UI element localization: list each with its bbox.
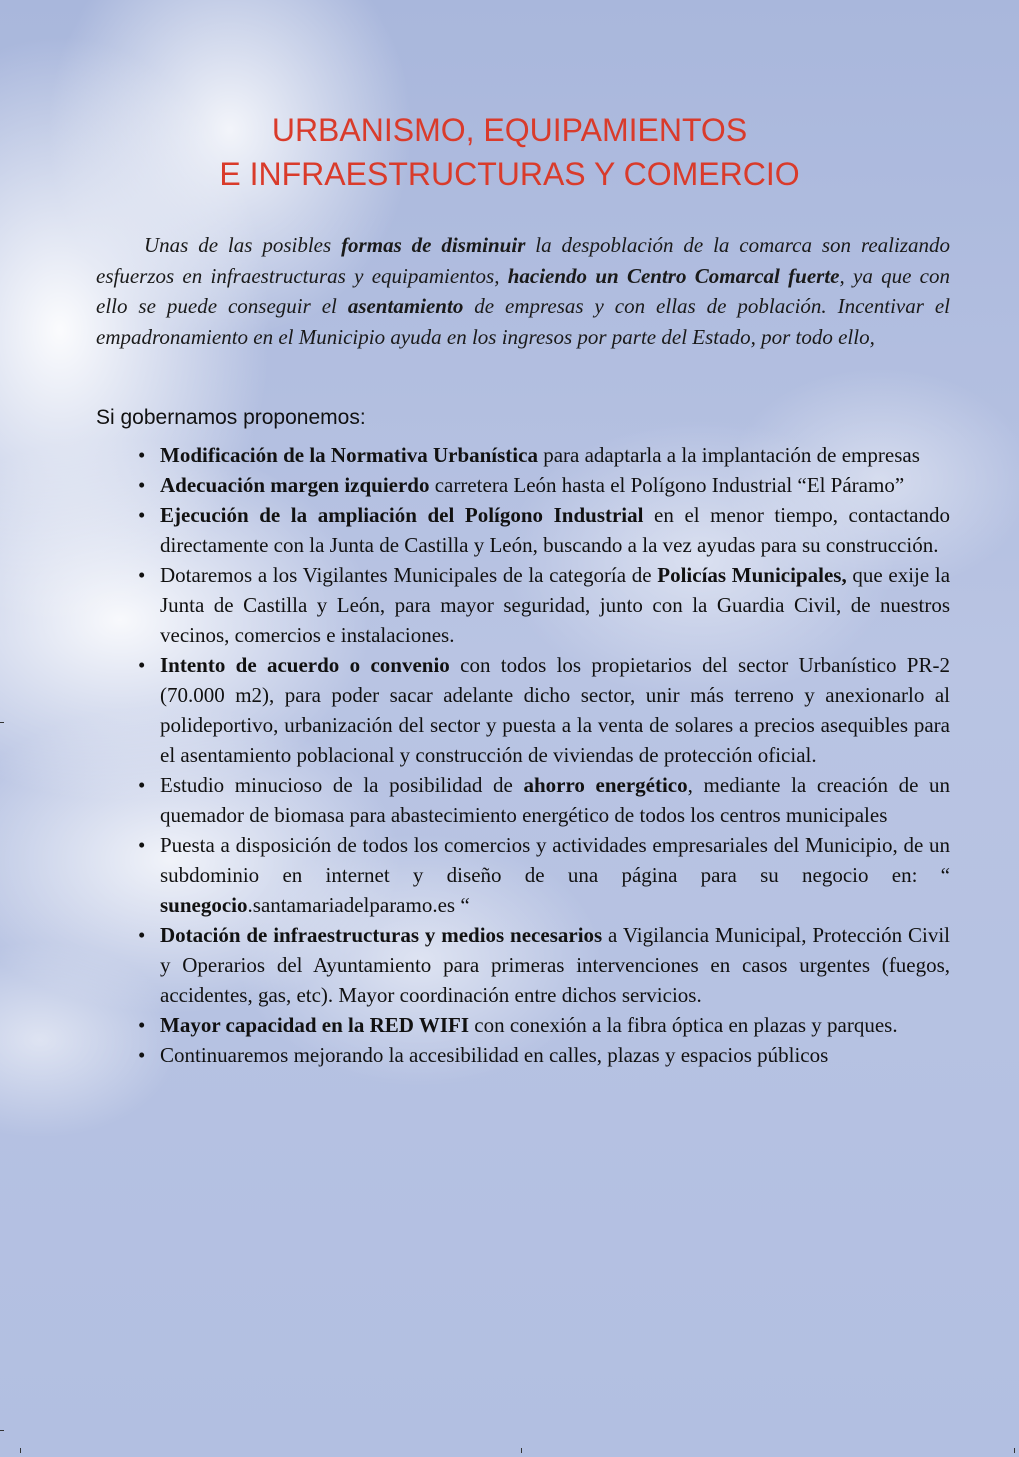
- bullet-icon: •: [138, 653, 146, 677]
- bullet-icon: •: [138, 443, 146, 467]
- list-item: [138, 650, 950, 770]
- bullet-icon: •: [138, 773, 146, 797]
- crop-mark: [0, 1430, 4, 1431]
- intro-text: la despoblación de la comarca son realizando esfuerzos en infraestructuras y equipamientos,: [96, 233, 950, 288]
- intro-emphasis: haciendo un Centro Comarcal fuerte: [507, 263, 840, 288]
- list-item: [138, 500, 950, 560]
- item-text: para adaptarla a la implantación de empresas: [537, 443, 920, 467]
- item-emphasis: Adecuación margen izquierdo: [160, 473, 430, 497]
- item-emphasis: sunegocio: [160, 893, 248, 917]
- intro-text: , ya que con ello se puede conseguir el: [96, 263, 950, 318]
- title-line-2: E INFRAESTRUCTURAS Y COMERCIO: [219, 156, 800, 192]
- item-emphasis: Policías Municipales,: [657, 563, 847, 587]
- item-emphasis: Intento de acuerdo o convenio: [160, 653, 450, 677]
- list-item: [138, 1010, 950, 1040]
- item-text: en el menor tiempo, contactando directamente con la Junta de Castilla y León, buscando a la vez ayudas para su construcción.: [160, 503, 950, 557]
- item-text: Dotaremos a los Vigilantes Municipales de la categoría de: [160, 563, 658, 587]
- intro-text: de empresas y con ellas de población. Incentivar el empadronamiento en el Municipio ayuda en los ingresos por parte del Estado, por todo ello,: [96, 294, 950, 349]
- intro-emphasis: formas de disminuir: [341, 233, 526, 257]
- list-item: [138, 770, 950, 830]
- bullet-icon: •: [138, 1043, 146, 1067]
- crop-mark: [20, 1448, 21, 1453]
- intro-text: Unas de las posibles: [144, 233, 342, 257]
- list-item: [138, 470, 950, 500]
- item-text: .santamariadelparamo.es “: [247, 893, 470, 917]
- list-item: [138, 920, 950, 1010]
- item-text: con conexión a la fibra óptica en plazas y parques.: [469, 1013, 898, 1037]
- bullet-icon: •: [138, 503, 146, 527]
- list-item: [138, 560, 950, 650]
- proposals-heading: Si gobernamos proponemos:: [96, 406, 366, 429]
- intro-emphasis: asentamiento: [347, 294, 464, 318]
- item-text: que exije la Junta de Castilla y León, para mayor seguridad, junto con la Guardia Civil, de nuestros vecinos, comercios e instalaciones.: [160, 563, 951, 647]
- list-item: [138, 830, 950, 920]
- title-line-1: URBANISMO, EQUIPAMIENTOS: [271, 112, 748, 148]
- item-emphasis: Ejecución de la ampliación del Polígono Industrial: [160, 503, 644, 527]
- item-emphasis: Modificación de la Normativa Urbanística: [160, 443, 538, 467]
- crop-mark: [0, 722, 4, 723]
- bullet-icon: •: [138, 563, 146, 587]
- item-text: carretera León hasta el Polígono Industrial “El Páramo”: [429, 473, 905, 497]
- item-text: , mediante la creación de un quemador de biomasa para abastecimiento energético de todos los centros municipales: [160, 773, 950, 827]
- item-emphasis: Mayor capacidad en la RED WIFI: [160, 1013, 469, 1037]
- bullet-icon: •: [138, 473, 146, 497]
- bullet-icon: •: [138, 1013, 146, 1037]
- item-text: Estudio minucioso de la posibilidad de: [160, 773, 524, 797]
- item-emphasis: Dotación de infraestructuras y medios necesarios: [160, 923, 603, 947]
- list-item: [138, 440, 950, 470]
- crop-mark: [1014, 1448, 1015, 1453]
- item-emphasis: ahorro energético: [523, 773, 688, 797]
- item-text: con todos los propietarios del sector Urbanístico PR-2 (70.000 m2), para poder sacar adelante dicho sector, unir más terreno y anexionarlo al polideportivo, urbanización del sector y puesta a la venta de solares a precios asequibles para el asentamiento poblacional y construcción de viviendas de protección oficial.: [160, 653, 950, 767]
- list-item: [138, 1040, 950, 1070]
- bullet-icon: •: [138, 833, 146, 857]
- crop-mark: [521, 1448, 522, 1453]
- item-text: Puesta a disposición de todos los comercios y actividades empresariales del Municipio, de un subdominio en internet y diseño de una página para su negocio en: “: [160, 833, 950, 887]
- proposals-list: [138, 440, 950, 1070]
- intro-paragraph: [96, 230, 950, 352]
- bullet-icon: •: [138, 923, 146, 947]
- page-title: [0, 108, 1019, 196]
- item-text: Continuaremos mejorando la accesibilidad en calles, plazas y espacios públicos: [160, 1043, 829, 1067]
- item-text: a Vigilancia Municipal, Protección Civil y Operarios del Ayuntamiento para primeras intervenciones en casos urgentes (fuegos, accidentes, gas, etc). Mayor coordinación entre dichos servicios.: [160, 923, 950, 1007]
